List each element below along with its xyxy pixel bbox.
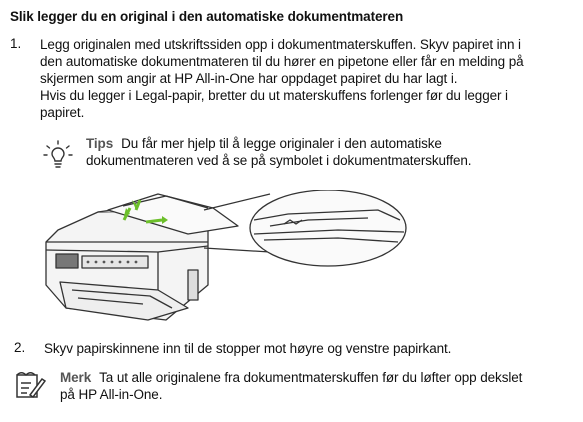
lightbulb-icon [42,138,74,172]
note-label: Merk [60,370,92,385]
tip-label: Tips [86,136,114,151]
step-1-text [40,36,575,121]
note-line: Ta ut alle originalene fra dokumentmaterskuffen før du løfter opp dekslet [99,370,523,385]
step-1-line: skjermen som angir at HP All-in-One har oppdaget papiret du har lagt i. [40,71,458,86]
note-line: på HP All-in-One. [60,387,163,402]
step-2-line: Skyv papirskinnene inn til de stopper mot høyre og venstre papirkant. [44,341,452,356]
printer-illustration [38,190,568,340]
tip-line: Du får mer hjelp til å legge originaler i den automatiske [121,136,442,151]
step-2-text [44,340,574,357]
step-1-extra-line: Hvis du legger i Legal-papir, bretter du ut materskuffens forlenger før du legger i [40,88,508,103]
page-heading: Slik legger du en original i den automatiske dokumentmateren [10,9,404,24]
step-1-extra-line: papiret. [40,105,85,120]
step-2-number: 2. [14,340,26,355]
step-1-line: Legg originalen med utskriftssiden opp i dokumentmaterskuffen. Skyv papiret inn i [40,37,521,52]
tip-box [86,135,556,169]
step-1-line: den automatiske dokumentmateren til du hører en pipetone eller får en melding på [40,54,524,69]
notepad-pencil-icon [14,371,46,401]
note-box [60,369,570,403]
tip-line: dokumentmateren ved å se på symbolet i dokumentmaterskuffen. [86,153,472,168]
step-1-number: 1. [10,36,22,51]
